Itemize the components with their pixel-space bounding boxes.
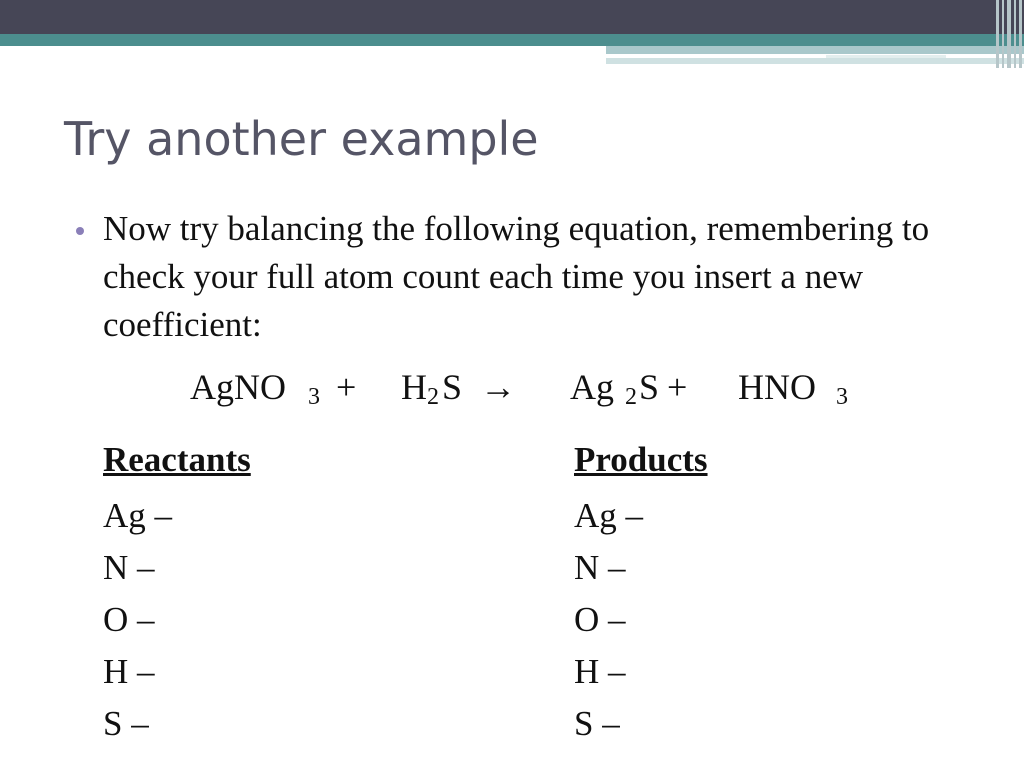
bullet-dot-icon: [76, 227, 84, 235]
plus-sign: +: [336, 367, 357, 407]
reactant-agno3-subscript: 3: [308, 384, 320, 410]
header-bar-dark: [0, 0, 1024, 34]
product-hno3-subscript: 3: [836, 384, 848, 410]
reactant-h2s-h: H: [401, 367, 427, 407]
product-row: O –: [574, 600, 626, 639]
product-ag2s-subscript: 2: [625, 384, 637, 410]
reactant-h2s-s: S: [442, 367, 463, 407]
header-accent-bar: [606, 46, 1024, 54]
products-column: [574, 438, 874, 750]
product-row: Ag –: [574, 496, 644, 535]
product-row: H –: [574, 652, 626, 691]
header-accent-bar-lower: [606, 58, 1024, 64]
product-row: S –: [574, 704, 620, 743]
reaction-arrow: →: [480, 367, 516, 407]
reactant-row: O –: [103, 600, 155, 639]
product-ag2s-ag: Ag: [570, 367, 614, 407]
slide-title: Try another example: [64, 112, 539, 166]
reactant-row: H –: [103, 652, 155, 691]
products-heading: Products: [574, 440, 708, 479]
reactant-row: S –: [103, 704, 149, 743]
bullet-text: Now try balancing the following equation, remembering to check your full atom count each time you insert a new coefficient:: [103, 209, 930, 344]
product-ag2s-s: S: [639, 367, 660, 407]
plus-sign: +: [667, 367, 688, 407]
reactants-heading: Reactants: [103, 440, 251, 479]
header-vertical-lines: [994, 0, 1024, 68]
reactant-agno3: AgNO: [190, 367, 286, 407]
reactants-column: [103, 438, 403, 750]
header-bar-teal: [0, 34, 1024, 46]
reactant-row: N –: [103, 548, 155, 587]
product-hno3: HNO: [738, 367, 816, 407]
product-row: N –: [574, 548, 626, 587]
reactant-h2s-subscript: 2: [427, 384, 439, 410]
reactant-row: Ag –: [103, 496, 173, 535]
